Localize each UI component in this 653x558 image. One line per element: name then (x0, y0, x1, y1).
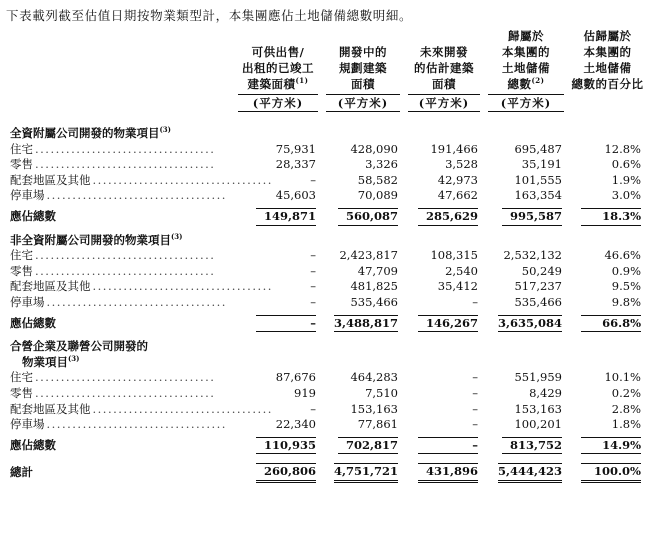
value-cell (568, 311, 647, 337)
value-cell: 35,191 (521, 157, 562, 172)
value-cell: 87,676 (275, 370, 316, 385)
value-cell: 77,861 (357, 417, 398, 432)
value-cell: 153,163 (514, 401, 562, 416)
value-cell (322, 204, 404, 230)
value-cell: 58,582 (357, 172, 398, 187)
dot-leader: ................................... (92, 401, 273, 416)
value-cell: 101,555 (514, 172, 562, 187)
section-title: 非全資附屬公司開發的物業項目$^{(3)}$ (10, 231, 183, 247)
value-cell: – (310, 263, 316, 278)
value-cell: 153,163 (350, 401, 398, 416)
table-row (6, 370, 647, 386)
table-row (6, 248, 647, 264)
value-cell: 2,540 (445, 263, 478, 278)
value-text: 995,587 (502, 208, 562, 226)
value-cell (568, 433, 647, 459)
value-text: 110,935 (256, 437, 316, 455)
value-cell: 481,825 (350, 279, 398, 294)
header-blank (6, 28, 234, 92)
grand-total-label: 總計 (10, 465, 33, 480)
value-cell: 45,603 (275, 188, 316, 203)
value-text: 5,444,423 (498, 463, 562, 483)
value-cell (568, 458, 647, 483)
value-cell (322, 311, 404, 337)
table-row (6, 173, 647, 189)
value-text: 66.8% (581, 315, 641, 333)
value-text: 431,896 (418, 463, 478, 483)
subtotal-label: 應佔總數 (10, 315, 56, 330)
footnote-marker: (3) (68, 353, 80, 363)
value-text: 3,635,084 (498, 315, 562, 333)
row-label: 停車場 ................................... (10, 294, 227, 309)
table-row (6, 295, 647, 311)
section-title-row (6, 230, 647, 249)
value-cell (234, 433, 322, 459)
value-cell (484, 204, 568, 230)
grand-total-row (6, 458, 647, 483)
value-cell: 0.2% (611, 385, 641, 400)
value-text: 813,752 (502, 437, 562, 455)
value-text: – (256, 315, 316, 333)
row-label: 住宅 ................................... (10, 141, 216, 156)
header-attributable-land-bank: 歸屬於 本集團的 土地儲備 總數$^{(2)}$ (502, 29, 550, 91)
value-cell: 75,931 (275, 141, 316, 156)
value-cell: 919 (294, 385, 316, 400)
subtotal-row (6, 204, 647, 230)
value-cell: 163,354 (514, 188, 562, 203)
section-title: 全資附屬公司開發的物業項目$^{(3)}$ (10, 125, 171, 140)
value-cell: 7,510 (365, 385, 398, 400)
value-cell: 28,337 (275, 157, 316, 172)
value-cell: 191,466 (430, 141, 478, 156)
value-cell: – (472, 370, 478, 385)
section-title-row (6, 355, 647, 371)
value-cell (322, 458, 404, 483)
value-cell (234, 311, 322, 337)
dot-leader: ................................... (35, 141, 216, 156)
value-text: 3,488,817 (334, 315, 398, 333)
value-cell: 9.5% (611, 279, 641, 294)
table-row (6, 402, 647, 418)
value-cell: 464,283 (350, 370, 398, 385)
header-under-development-gfa: 開發中的 規劃建築 面積 (339, 45, 387, 91)
value-cell: – (472, 294, 478, 309)
value-text: 4,751,721 (334, 463, 398, 483)
value-cell: 1.8% (611, 417, 641, 432)
unit-label: (平方米) (238, 94, 318, 112)
table-row (6, 386, 647, 402)
value-cell (404, 204, 484, 230)
header-percentage: 估歸屬於 本集團的 土地儲備 總數的百分比 (571, 29, 644, 91)
value-cell: 2,423,817 (339, 248, 398, 263)
value-text: 149,871 (256, 208, 316, 226)
value-cell: 46.6% (604, 248, 641, 263)
value-cell: – (310, 248, 316, 263)
value-cell (234, 204, 322, 230)
row-label: 配套地區及其他 ................................... (10, 401, 273, 416)
value-cell (484, 311, 568, 337)
value-cell: 2.8% (611, 401, 641, 416)
value-text: – (418, 437, 478, 455)
value-cell: 1.9% (611, 172, 641, 187)
footnote-marker: (3) (159, 125, 171, 135)
value-cell (322, 433, 404, 459)
table-row (6, 142, 647, 158)
subtotal-label: 應佔總數 (10, 208, 56, 223)
subtotal-row (6, 433, 647, 459)
dot-leader: ................................... (35, 248, 216, 263)
value-cell: 47,709 (357, 263, 398, 278)
value-cell: – (472, 401, 478, 416)
unit-label: (平方米) (488, 94, 564, 112)
value-cell: 100,201 (514, 417, 562, 432)
land-bank-table (6, 28, 647, 483)
table-row (6, 188, 647, 204)
value-cell: – (310, 172, 316, 187)
subtotal-row (6, 311, 647, 337)
row-label: 住宅 ................................... (10, 370, 216, 385)
value-cell: – (310, 401, 316, 416)
value-cell: 12.8% (604, 141, 641, 156)
value-text: 146,267 (418, 315, 478, 333)
value-cell: 108,315 (430, 248, 478, 263)
dot-leader: ................................... (35, 157, 216, 172)
value-cell: 2,532,132 (503, 248, 562, 263)
value-cell: 47,662 (437, 188, 478, 203)
value-text: 702,817 (338, 437, 398, 455)
value-cell: 551,959 (514, 370, 562, 385)
section-title: 合營企業及聯營公司開發的 (10, 339, 148, 354)
value-cell: 3.0% (611, 188, 641, 203)
row-label: 零售 ................................... (10, 157, 216, 172)
header-completed-gfa: 可供出售/ 出租的已竣工 建築面積$^{(1)}$ (242, 45, 314, 91)
subtotal-label: 應佔總數 (10, 437, 56, 452)
dot-leader: ................................... (46, 294, 227, 309)
value-cell (404, 311, 484, 337)
value-cell (484, 458, 568, 483)
dot-leader: ................................... (35, 370, 216, 385)
table-row (6, 264, 647, 280)
section-title-row (6, 118, 647, 142)
table-body (6, 118, 647, 483)
value-cell: 428,090 (350, 141, 398, 156)
unit-label: (平方米) (326, 94, 400, 112)
value-cell: 70,089 (357, 188, 398, 203)
table-row (6, 279, 647, 295)
dot-leader: ................................... (35, 385, 216, 400)
value-cell (404, 433, 484, 459)
value-cell: 9.8% (611, 294, 641, 309)
unit-label: (平方米) (408, 94, 480, 112)
dot-leader: ................................... (46, 188, 227, 203)
dot-leader: ................................... (46, 417, 227, 432)
value-text: 260,806 (256, 463, 316, 483)
value-text: 100.0% (581, 463, 641, 483)
unit-row (6, 92, 647, 118)
value-cell: 42,973 (437, 172, 478, 187)
value-cell: – (472, 417, 478, 432)
section-title-row (6, 336, 647, 355)
value-text: 560,087 (338, 208, 398, 226)
dot-leader: ................................... (92, 172, 273, 187)
footnote-marker: (3) (171, 231, 183, 241)
value-text: 18.3% (581, 208, 641, 226)
row-label: 零售 ................................... (10, 385, 216, 400)
header-future-development-gfa: 未來開發 的估計建築 面積 (414, 45, 474, 91)
row-label: 配套地區及其他 ................................... (10, 279, 273, 294)
value-cell: 0.6% (611, 157, 641, 172)
value-text: 285,629 (418, 208, 478, 226)
section-title: 物業項目$^{(3)}$ (22, 353, 80, 369)
value-cell (484, 433, 568, 459)
value-cell: 50,249 (521, 263, 562, 278)
value-cell: – (310, 279, 316, 294)
row-label: 住宅 ................................... (10, 248, 216, 263)
header-row (6, 28, 647, 92)
value-cell: 10.1% (604, 370, 641, 385)
value-cell: – (472, 385, 478, 400)
value-cell (234, 458, 322, 483)
row-label: 停車場 ................................... (10, 188, 227, 203)
intro-paragraph: 下表載列截至估值日期按物業類型計，本集團應佔土地儲備總數明細。 (6, 8, 413, 23)
value-cell: 0.9% (611, 263, 641, 278)
table-row (6, 417, 647, 433)
value-cell: 35,412 (437, 279, 478, 294)
row-label: 零售 ................................... (10, 263, 216, 278)
value-cell (404, 458, 484, 483)
value-cell: 517,237 (514, 279, 562, 294)
value-cell (568, 204, 647, 230)
table-row (6, 157, 647, 173)
value-cell: 695,487 (514, 141, 562, 156)
value-cell: 535,466 (350, 294, 398, 309)
dot-leader: ................................... (92, 279, 273, 294)
value-cell: 8,429 (529, 385, 562, 400)
row-label: 配套地區及其他 ................................... (10, 172, 273, 187)
value-cell: – (310, 294, 316, 309)
value-cell: 22,340 (275, 417, 316, 432)
value-cell: 3,326 (365, 157, 398, 172)
dot-leader: ................................... (35, 263, 216, 278)
row-label: 停車場 ................................... (10, 417, 227, 432)
value-text: 14.9% (581, 437, 641, 455)
value-cell: 535,466 (514, 294, 562, 309)
value-cell: 3,528 (445, 157, 478, 172)
